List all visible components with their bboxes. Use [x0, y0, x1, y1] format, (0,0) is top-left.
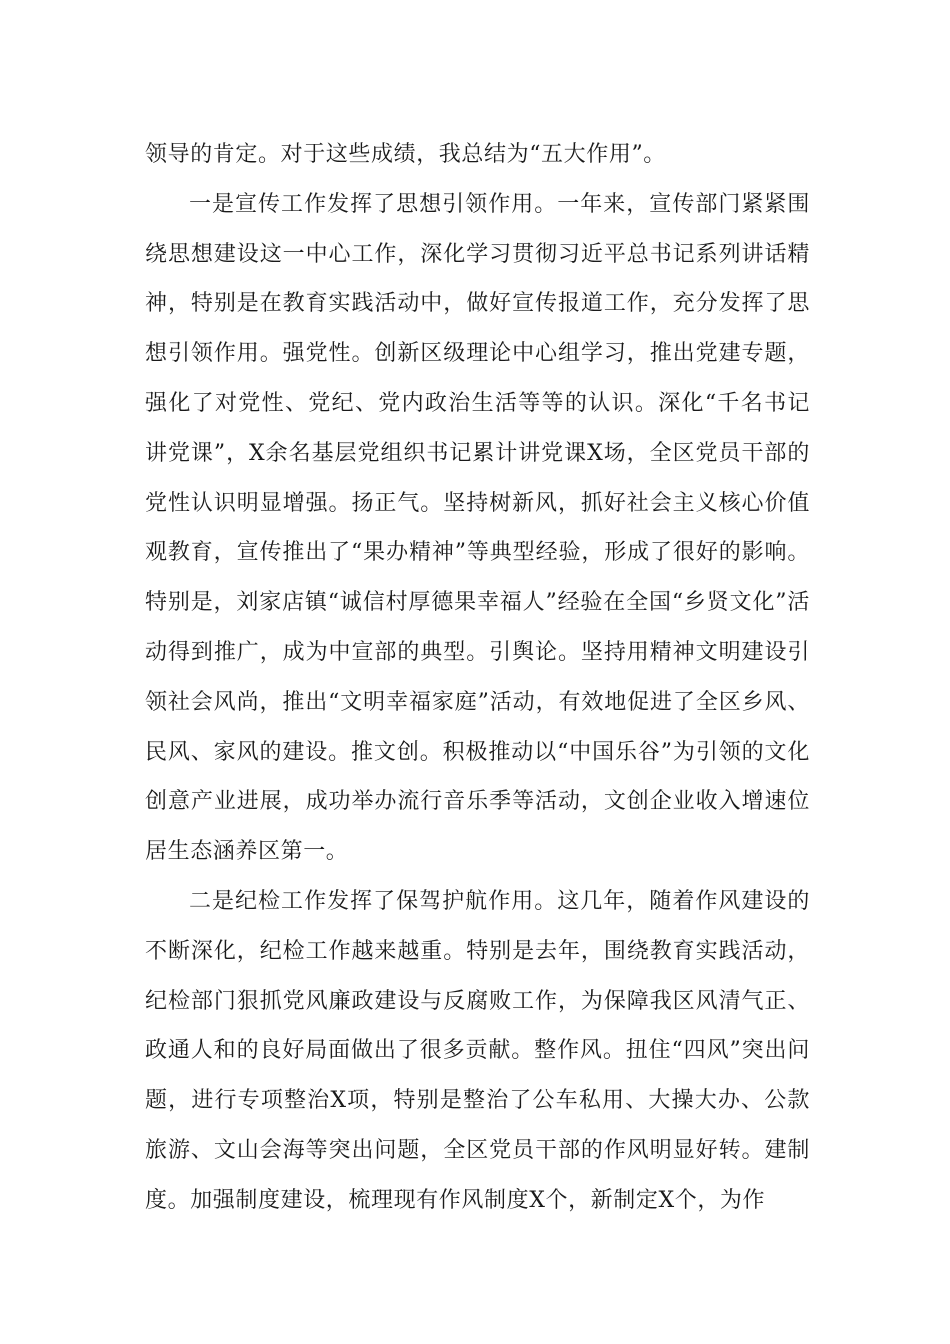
document-body — [145, 130, 810, 1226]
paragraph-discipline-work: 二是纪检工作发挥了保驾护航作用。这几年，随着作风建设的不断深化，纪检工作越来越重。特别是去年，围绕教育实践活动，纪检部门狠抓党风廉政建设与反腐败工作，为保障我区风清气正、政通人和的良好局面做出了很多贡献。整作风。扭住“四风”突出问题，进行专项整治X项，特别是整治了公车私用、大操大办、公款旅游、文山会海等突出问题，全区党员干部的作风明显好转。建制度。加强制度建设，梳理现有作风制度X个，新制定X个，为作 — [145, 888, 810, 1213]
paragraph-continuation: 领导的肯定。对于这些成绩，我总结为“五大作用”。 — [145, 142, 666, 167]
paragraph-propaganda-work: 一是宣传工作发挥了思想引领作用。一年来，宣传部门紧紧围绕思想建设这一中心工作，深化学习贯彻习近平总书记系列讲话精神，特别是在教育实践活动中，做好宣传报道工作，充分发挥了思想引领作用。强党性。创新区级理论中心组学习，推出党建专题，强化了对党性、党纪、党内政治生活等等的认识。深化“千名书记讲党课”，X余名基层党组织书记累计讲党课X场，全区党员干部的党性认识明显增强。扬正气。坚持树新风，抓好社会主义核心价值观教育，宣传推出了“果办精神”等典型经验，形成了很好的影响。特别是，刘家店镇“诚信村厚德果幸福人”经验在全国“乡贤文化”活动得到推广，成为中宣部的典型。引舆论。坚持用精神文明建设引领社会风尚，推出“文明幸福家庭”活动，有效地促进了全区乡风、民风、家风的建设。推文创。积极推动以“中国乐谷”为引领的文化创意产业进展，成功举办流行音乐季等活动，文创企业收入增速位居生态涵养区第一。 — [145, 191, 810, 865]
